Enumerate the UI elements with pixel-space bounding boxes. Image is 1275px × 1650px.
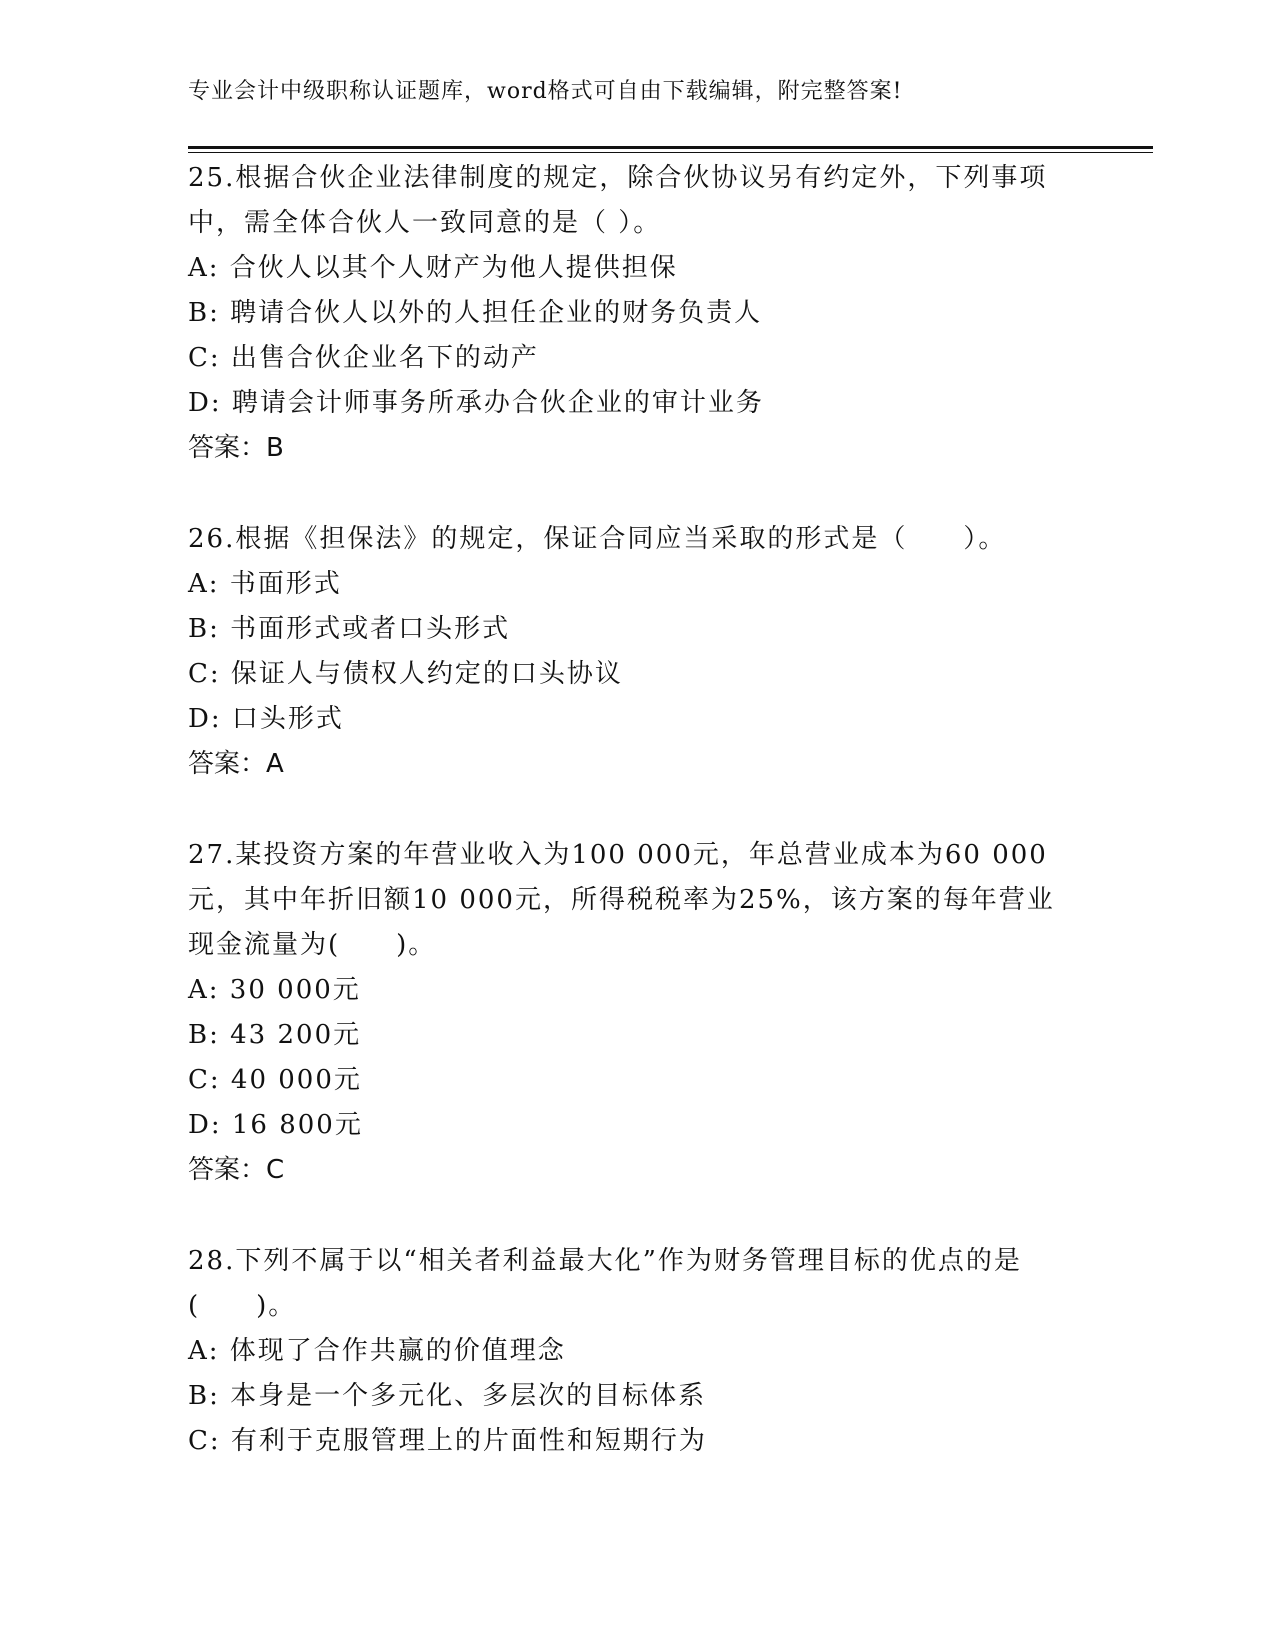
option-c: C: 出售合伙企业名下的动产	[188, 343, 539, 373]
question-stem-line: 元，其中年折旧额10 000元，所得税税率为25%，该方案的每年营业	[188, 885, 1055, 915]
option-c: C: 有利于克服管理上的片面性和短期行为	[188, 1426, 707, 1456]
answer-line: 答案：C	[188, 1155, 285, 1185]
question-stem-line: 27.某投资方案的年营业收入为100 000元，年总营业成本为60 000	[188, 840, 1048, 870]
question-27	[188, 833, 1088, 1193]
question-28	[188, 1239, 1088, 1464]
option-d: D: 聘请会计师事务所承办合伙企业的审计业务	[188, 388, 764, 418]
option-b: B: 43 200元	[188, 1020, 362, 1050]
answer-line: 答案：A	[188, 749, 284, 779]
option-a: A: 30 000元	[188, 975, 361, 1005]
question-stem-line: 26.根据《担保法》的规定，保证合同应当采取的形式是（ ）。	[188, 524, 1007, 554]
option-d: D: 口头形式	[188, 704, 344, 734]
question-gap	[188, 471, 1088, 517]
question-gap	[188, 1193, 1088, 1239]
option-c: C: 保证人与债权人约定的口头协议	[188, 659, 623, 689]
option-a: A: 合伙人以其个人财产为他人提供担保	[188, 253, 678, 283]
question-stem-line: 中，需全体合伙人一致同意的是（ ）。	[188, 208, 662, 238]
option-a: A: 书面形式	[188, 569, 342, 599]
option-a: A: 体现了合作共赢的价值理念	[188, 1336, 566, 1366]
question-26	[188, 517, 1088, 787]
option-b: B: 聘请合伙人以外的人担任企业的财务负责人	[188, 298, 763, 328]
header-rule-thick	[188, 146, 1153, 149]
question-stem-line: 28.下列不属于以“相关者利益最大化”作为财务管理目标的优点的是	[188, 1246, 1022, 1276]
header-rule-thin	[188, 152, 1153, 153]
question-stem-line: 现金流量为( )。	[188, 930, 437, 960]
question-stem-line: ( )。	[188, 1291, 297, 1321]
option-b: B: 书面形式或者口头形式	[188, 614, 511, 644]
question-25	[188, 156, 1088, 471]
page-header: 专业会计中级职称认证题库，word格式可自由下载编辑，附完整答案!	[188, 79, 903, 104]
question-gap	[188, 787, 1088, 833]
answer-line: 答案：B	[188, 433, 284, 463]
option-c: C: 40 000元	[188, 1065, 362, 1095]
option-b: B: 本身是一个多元化、多层次的目标体系	[188, 1381, 707, 1411]
question-stem-line: 25.根据合伙企业法律制度的规定，除合伙协议另有约定外，下列事项	[188, 163, 1048, 193]
option-d: D: 16 800元	[188, 1110, 363, 1140]
question-list	[188, 156, 1088, 1464]
